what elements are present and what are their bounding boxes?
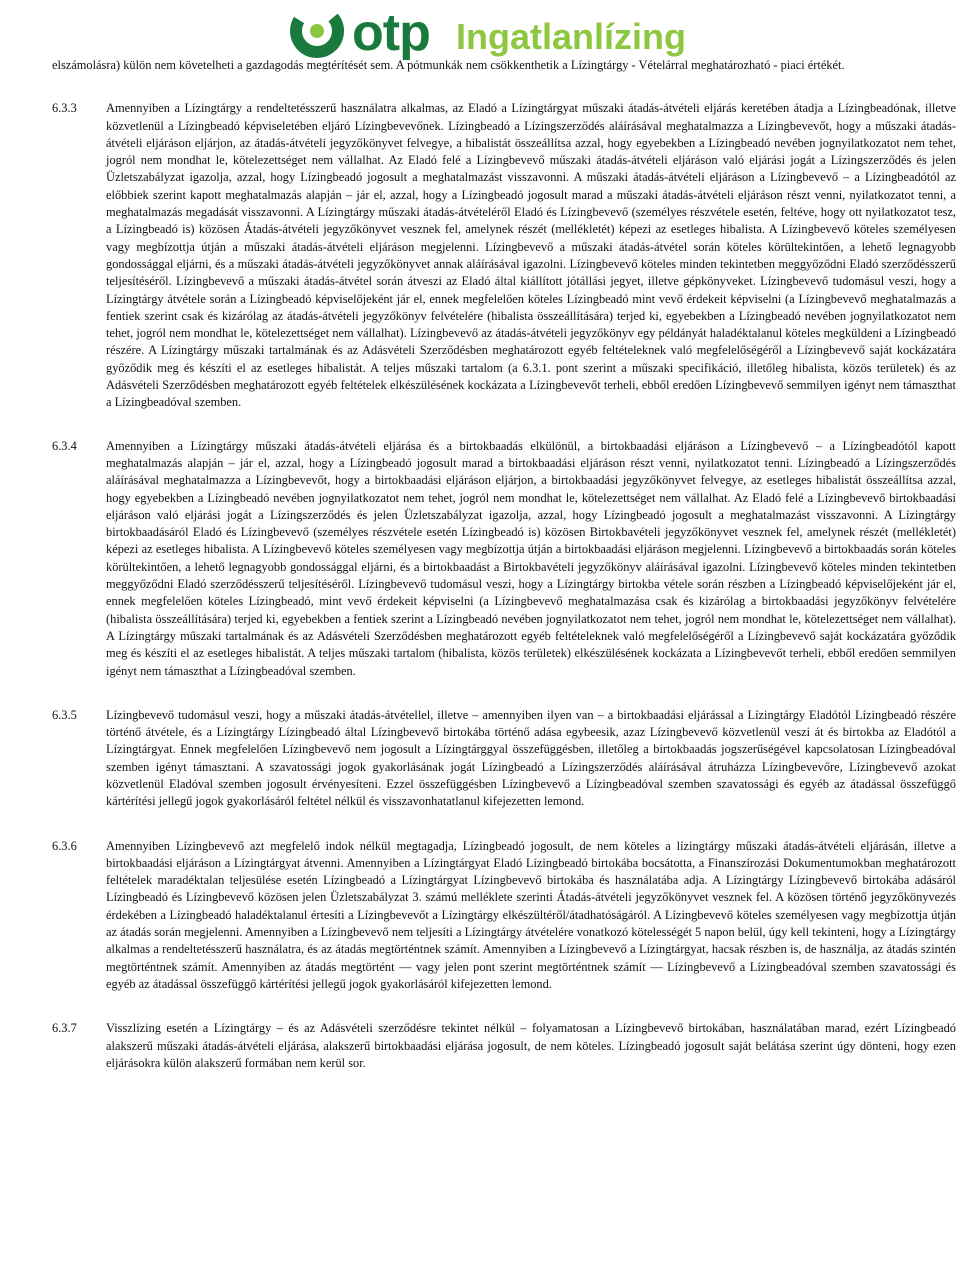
section-number: 6.3.6 [52, 838, 77, 853]
section-text: Amennyiben Lízingbevevő azt megfelelő indok nélkül megtagadja, Lízingbeadó jogosult, de nem köteles a lízingtárgy műszaki átadás-átvételi eljárásán, illetve a birtokbaadási eljáráson a Lízingtárgyat átvenni. Amennyiben a Lízingtárgyat Eladó Lízingbeadó birtokába bocsátotta, a Finanszírozási Dokumentumokban meghatározott feltételek maradéktalan teljesülése esetén Lízingbeadó a Lízingtárgyat Lízingbevevő birtokába és használatába adja. A Lízingtárgy Lízingbevevő birtokába adásáról Lízingbeadó és Lízingbevevő közösen jelen Üzletszabályzat 3. számú melléklete szerinti Átadás-átvételi jegyzőkönyvet vesznek fel. A közösen történő jegyzőkönyvezés érdekében a Lízingbeadó haladéktalanul értesíti a Lízingbevevőt a Lízingtárgy elkészültéről/átadhatóságáról. A Lízingbevevő köteles személyesen vagy megbízottja útján az átadás során megjelenni. Amennyiben a Lízingbevevő nem teljesíti a Lízingtárgy átvételére vonatkozó kötelességét 5 napon belül, úgy kell tekinteni, hogy a Lízingtárgy alkalmas a rendeltetésszerű használatra, és az átadás megtörténtnek számít. Amennyiben a Lízingbevevő a Lízingtárgyat, hacsak részben is, de használja, az átadás szintén megtörténtnek számít. Amennyiben az átadás megtörtént — vagy jelen pont szerint megtörténtnek számít — Lízingbevevő a Lízingbeadóval szemben szavatossági és egyéb az átadással összefüggő kártérítési jellegű jogok gyakorlásáról kifejezetten lemond. [106, 838, 956, 991]
section-text: Amennyiben a Lízingtárgy a rendeltetésszerű használatra alkalmas, az Eladó a Lízingtárgyat műszaki átadás-átvételi eljárás keretében átadja a Lízingbeadónak, illetve közvetlenül a Lízingbeadó képviseletében eljáró Lízingbevevőnek. Lízingbeadó a Lízingszerződés aláírásával meghatalmazza a Lízingbevevőt, hogy a műszaki átadás-átvételi eljáráson eljárjon, az átadás-átvételi jegyzőkönyvet felvegye, a hibalistát összeállítsa azzal, hogy egyebekben a Lízingbeadó nevében jognyilatkozatot nem tehet, jogról nem mondhat le, kötelezettséget nem vállalhat. Az Eladó felé a Lízingbevevő műszaki átadás-átvételi eljáráson való eljárási jogát a Lízingszerződés és jelen Üzletszabályzat igazolja, azzal, hogy Lízingbeadó jogosult a meghatalmazást visszavonni. A műszaki átadás-átvételi eljáráson a Lízingbevevő – a Lízingbeadótól az előbbiek szerint kapott meghatalmazás alapján – jár el, azzal, hogy a Lízingbeadó jogosult marad a műszaki átadás-átvételi eljáráson részt venni, nyilatkozatot tenni, a meghatalmazás megadását visszavonni. A Lízingtárgy műszaki átadás-átvételéről Eladó és Lízingbevevő (személyes részvétele esetén, feltéve, hogy ott nyilatkozatot tesz, a Lízingbeadó is) közösen Átadás-átvételi jegyzőkönyvet vesznek fel, amelynek részét (mellékletét) képezi az esetleges hibalista. A Lízingbevevő köteles személyesen vagy megbízottja útján a műszaki átadás-átvételi eljáráson megjelenni. Lízingbevevő a műszaki átadás-átvétel során köteles körültekintően, a lehető legnagyobb gondossággal eljárni, és a műszaki átadás-átvételi jegyzőkönyvet annak aláírásával igazolni. Lízingbevevő köteles minden tekintetben meggyőződni Eladó szerződésszerű teljesítéséről. Lízingbevevő a műszaki átadás-átvétel során átveszi az Eladó által kiállított jótállási jegyet, illetve gépkönyveket. Lízingbevevő tudomásul veszi, hogy a Lízingtárgy átvétele során a Lízingbeadó képviselőjeként jár el, ennek megfelelően köteles Lízingbeadó mint vevő érdekeit képviselni (a Lízingbevevő meghatalmazás a fentiek szerint csak és kizárólag az átadás-átvételi jegyzőkönyv felvételére (hibalista összeállítására) terjed ki, egyebekben a Lízingbeadó nevében jognyilatkozatot nem tehet, jogról nem mondhat le, kötelezettséget nem vállalhat). Lízingbevevő az átadás-átvételi jegyzőkönyv egy példányát haladéktalanul köteles megküldeni a Lízingbeadó részére. A Lízingtárgy műszaki tartalmának és az Adásvételi Szerződésben meghatározott egyéb feltételeknek való megfelelőségéről a Lízingbevevő saját kockázatára győződik meg és készíti el az esetleges hibalistát. A teljes műszaki tartalom (a 6.3.1. pont szerint a műszaki specifikáció, illetőleg hibalista, közös területek) és az Adásvételi Szerződésben meghatározott egyéb feltételek elkészülésének kockázata a Lízingbevevőt terheli, ebből eredően Lízingbevevő semmilyen igényt nem támaszthat a Lízingbeadóval szemben. [106, 101, 956, 410]
section-number: 6.3.3 [52, 101, 77, 116]
section-text: Amennyiben a Lízingtárgy műszaki átadás-átvételi eljárása és a birtokbaadás elkülönül, a birtokbaadási eljáráson a Lízingbevevő – a Lízingbeadótól kapott meghatalmazás alapján – jár el, azzal, hogy a Lízingbeadó jogosult marad a birtokbaadási eljáráson részt venni, nyilatkozatot tenni. Lízingbeadó a Lízingszerződés aláírásával meghatalmazza a Lízingbevevőt, hogy a birtokbaadási eljáráson eljárjon, a birtokbaadási jegyzőkönyvet felvegye, az esetleges hibalistát összeállítsa azzal, hogy egyebekben a Lízingbeadó nevében jognyilatkozatot nem tehet, jogról nem mondhat le, kötelezettséget nem vállalhat. Az Eladó felé a Lízingbevevő birtokbaadási eljáráson való eljárási jogát a Lízingszerződés és jelen Üzletszabályzat igazolja, azzal, hogy Lízingbeadó jogosult a meghatalmazást visszavonni. A Lízingtárgy birtokbaadásáról Eladó és Lízingbevevő (személyes részvétele esetén Lízingbeadó is) közösen Birtokbavételi jegyzőkönyvet vesznek fel, amelynek részét (mellékletét) képezi az esetleges hibalista. A Lízingbevevő köteles személyesen vagy megbízottja útján a birtokbaadási eljáráson megjelenni. Lízingbevevő a birtokbaadás során köteles körültekintően, a lehető legnagyobb gondossággal eljárni, és a birtokbaadást a Birtokbavételi jegyzőkönyv aláírásával igazolni. Lízingbevevő köteles minden tekintetben meggyőződni Eladó szerződésszerű teljesítéséről. Lízingbevevő tudomásul veszi, hogy a Lízingtárgy birtokba vétele során részben a Lízingbeadó képviselőjeként jár el, ennek megfelelően köteles Lízingbeadó, mint vevő érdekeit képviselni (a Lízingbevevő meghatalmazása csak és kizárólag a birtokbaadási jegyzőkönyv felvételére (hibalista összeállítására) terjed ki, egyebekben a fentiek szerint a Lízingbeadó nevében jognyilatkozatot nem tehet, jogról nem mondhat le, kötelezettséget nem vállalhat). A Lízingtárgy műszaki tartalmának és az Adásvételi Szerződésben meghatározott egyéb feltételeknek való megfelelőségéről a Lízingbevevő saját kockázatára győződik meg és készíti el az esetleges hibalistát. A teljes műszaki tartalom (hibalista, közös területek) elkészülésének kockázata a Lízingbevevőt terheli, ebből eredően semmilyen igényt nem támaszthat a Lízingbeadóval szemben. [106, 438, 956, 678]
brand-text: otp [352, 4, 430, 60]
section-number: 6.3.5 [52, 707, 77, 722]
section-text: Lízingbevevő tudomásul veszi, hogy a műszaki átadás-átvétellel, illetve – amennyiben ilyen van – a birtokbaadási eljárással a Lízingtárgy Eladótól Lízingbeadó részére történő átvétele, és a Lízingtárgy Lízingbeadó által Lízingbevevő birtokába történő adása egybeesik, azaz Lízingbevevő közvetlenül veszi át és birtokba az Eladótól a Lízingtárgyat. Ennek megfelelően Lízingbevevő nem jogosult a Lízingtárggyal összefüggésben, illetőleg a birtokbaadás jogszerűségével kapcsolatosan Lízingbeadóval szemben igényt támasztani. A szavatossági jogok gyakorlásának jogát Lízingbeadó a Lízingszerződés aláírásával átruházza Lízingbevevőre, Lízingbevevő azokat közvetlenül Eladóval szemben jogosult érvényesíteni. Ezzel összefüggésben Lízingbevevő a Lízingbeadóval szemben szavatossági és egyéb az átadással összefüggő kártérítési jellegű jogok gyakorlásáról feltétel nélkül és visszavonhatatlanul kifejezetten lemond. [106, 707, 956, 809]
section-6-3-3 [52, 100, 956, 411]
otp-ring-logo-icon [288, 2, 692, 60]
section-number: 6.3.7 [52, 1021, 77, 1036]
intro-paragraph: elszámolásra) külön nem követelheti a gazdagodás megtérítését sem. A pótmunkák nem csökkenthetik a Lízingtárgy - Vételárral meghatározható - piaci értékét. [52, 58, 845, 72]
section-6-3-7 [52, 1020, 956, 1072]
section-number: 6.3.4 [52, 438, 77, 453]
header-logo [288, 2, 692, 60]
section-6-3-5 [52, 707, 956, 811]
document-body [52, 57, 956, 1072]
section-6-3-4 [52, 438, 956, 680]
section-text: Visszlízing esetén a Lízingtárgy – és az Adásvételi szerződésre tekintet nélkül – folyamatosan a Lízingbevevő birtokában, használatában marad, ezért Lízingbeadó alakszerű műszaki átadás-átvételi eljárása, alakszerű birtokbaadási eljárása jogosult, de nem köteles. Lízingbeadó jogosult saját belátása szerint úgy dönteni, hogy ezen eljárásokra külön alakszerű formában nem kerül sor. [106, 1021, 956, 1070]
product-text: Ingatlanlízing [456, 16, 686, 57]
section-6-3-6 [52, 838, 956, 994]
